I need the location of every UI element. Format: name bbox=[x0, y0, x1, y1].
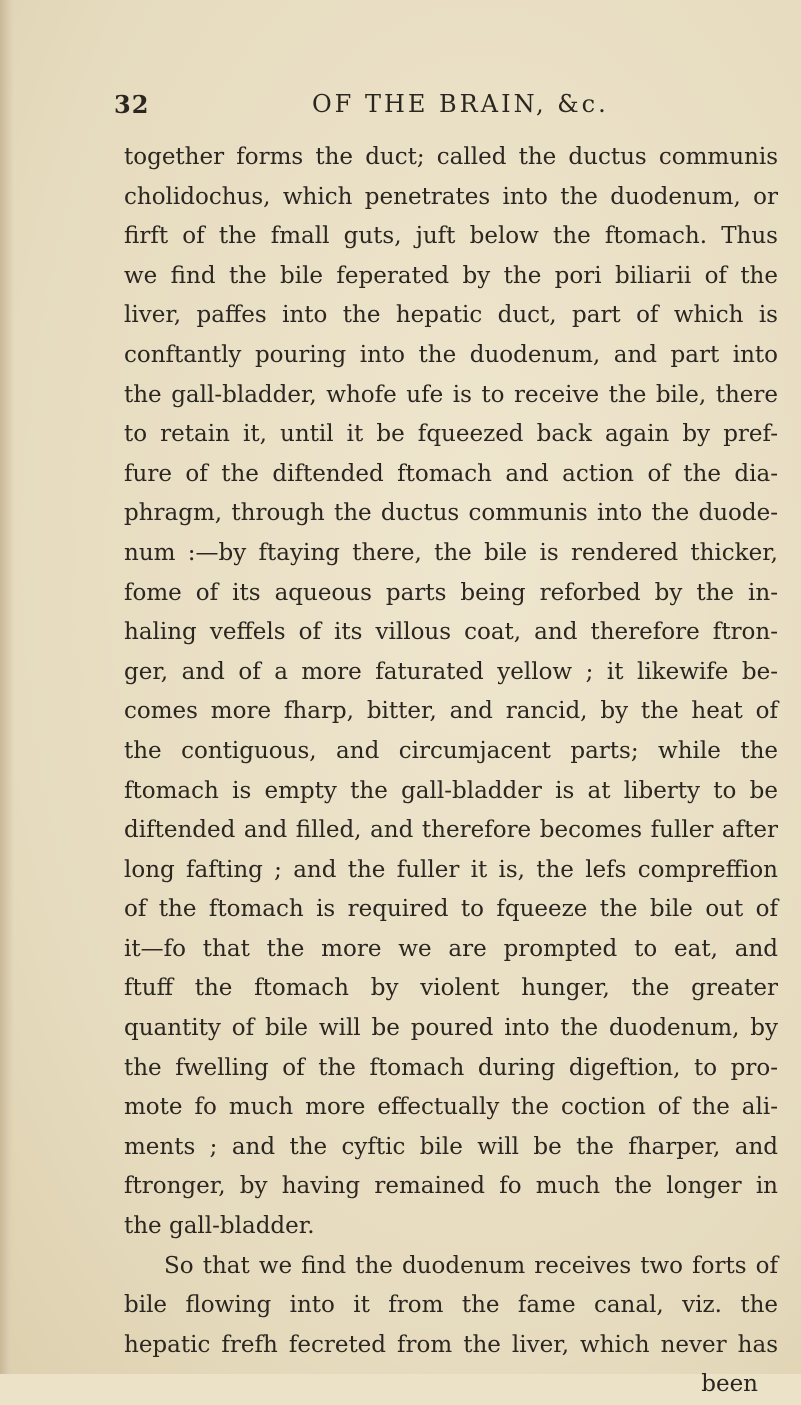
running-head bbox=[0, 90, 801, 130]
text-line: hepatic frefh fecreted from the liver, which never has bbox=[124, 1331, 778, 1358]
page-number: 32 bbox=[114, 90, 150, 119]
text-line: it—fo that the more we are prompted to eat, and bbox=[124, 935, 778, 962]
text-line: mote fo much more effectually the coction of the ali- bbox=[124, 1094, 778, 1121]
text-line-paragraph-start: So that we find the duodenum receives two forts of bbox=[164, 1252, 778, 1279]
text-line: quantity of bile will be poured into the duodenum, by bbox=[124, 1015, 778, 1042]
text-line: we find the bile feperated by the pori biliarii of the bbox=[124, 262, 778, 289]
page-edge-shadow bbox=[0, 0, 14, 1374]
text-line-paragraph-end: the gall-bladder. bbox=[124, 1213, 315, 1240]
body-text bbox=[124, 138, 778, 1405]
text-line: long fafting ; and the fuller it is, the lefs compreffion bbox=[124, 856, 778, 883]
text-line: the contiguous, and circumjacent parts; while the bbox=[124, 737, 778, 764]
text-line: firft of the fmall guts, juft below the ftomach. Thus bbox=[124, 223, 778, 250]
text-line: ments ; and the cyftic bile will be the fharper, and bbox=[124, 1133, 778, 1160]
text-line: fure of the diftended ftomach and action of the dia- bbox=[124, 460, 778, 487]
text-line: of the ftomach is required to fqueeze the bile out of bbox=[124, 896, 778, 923]
text-line: fome of its aqueous parts being reforbed by the in- bbox=[124, 579, 778, 606]
text-line: bile flowing into it from the fame canal, viz. the bbox=[124, 1292, 778, 1319]
text-line: phragm, through the ductus communis into the duode- bbox=[124, 500, 778, 527]
text-line: ftuff the ftomach by violent hunger, the greater bbox=[124, 975, 778, 1002]
text-line: ger, and of a more faturated yellow ; it likewife be- bbox=[124, 658, 778, 685]
text-line: diftended and filled, and therefore becomes fuller after bbox=[124, 817, 778, 844]
text-line: the gall-bladder, whofe ufe is to receive the bile, there bbox=[124, 381, 778, 408]
text-line: liver, paffes into the hepatic duct, part of which is bbox=[124, 302, 778, 329]
text-line: ftronger, by having remained fo much the longer in bbox=[124, 1173, 778, 1200]
text-line: haling veffels of its villous coat, and therefore ftron- bbox=[124, 619, 778, 646]
text-line: to retain it, until it be fqueezed back again by pref- bbox=[124, 421, 778, 448]
text-line: num :—by ftaying there, the bile is rendered thicker, bbox=[124, 539, 778, 566]
text-line: conftantly pouring into the duodenum, and part into bbox=[124, 341, 778, 368]
catchword: been bbox=[701, 1371, 758, 1398]
text-line: cholidochus, which penetrates into the duodenum, or bbox=[124, 183, 778, 210]
running-title: OF THE BRAIN, &c. bbox=[312, 90, 609, 118]
text-line: ftomach is empty the gall-bladder is at liberty to be bbox=[124, 777, 778, 804]
text-line: the fwelling of the ftomach during digeftion, to pro- bbox=[124, 1054, 778, 1081]
text-line: comes more fharp, bitter, and rancid, by the heat of bbox=[124, 698, 778, 725]
text-line: together forms the duct; called the ductus communis bbox=[124, 144, 778, 170]
